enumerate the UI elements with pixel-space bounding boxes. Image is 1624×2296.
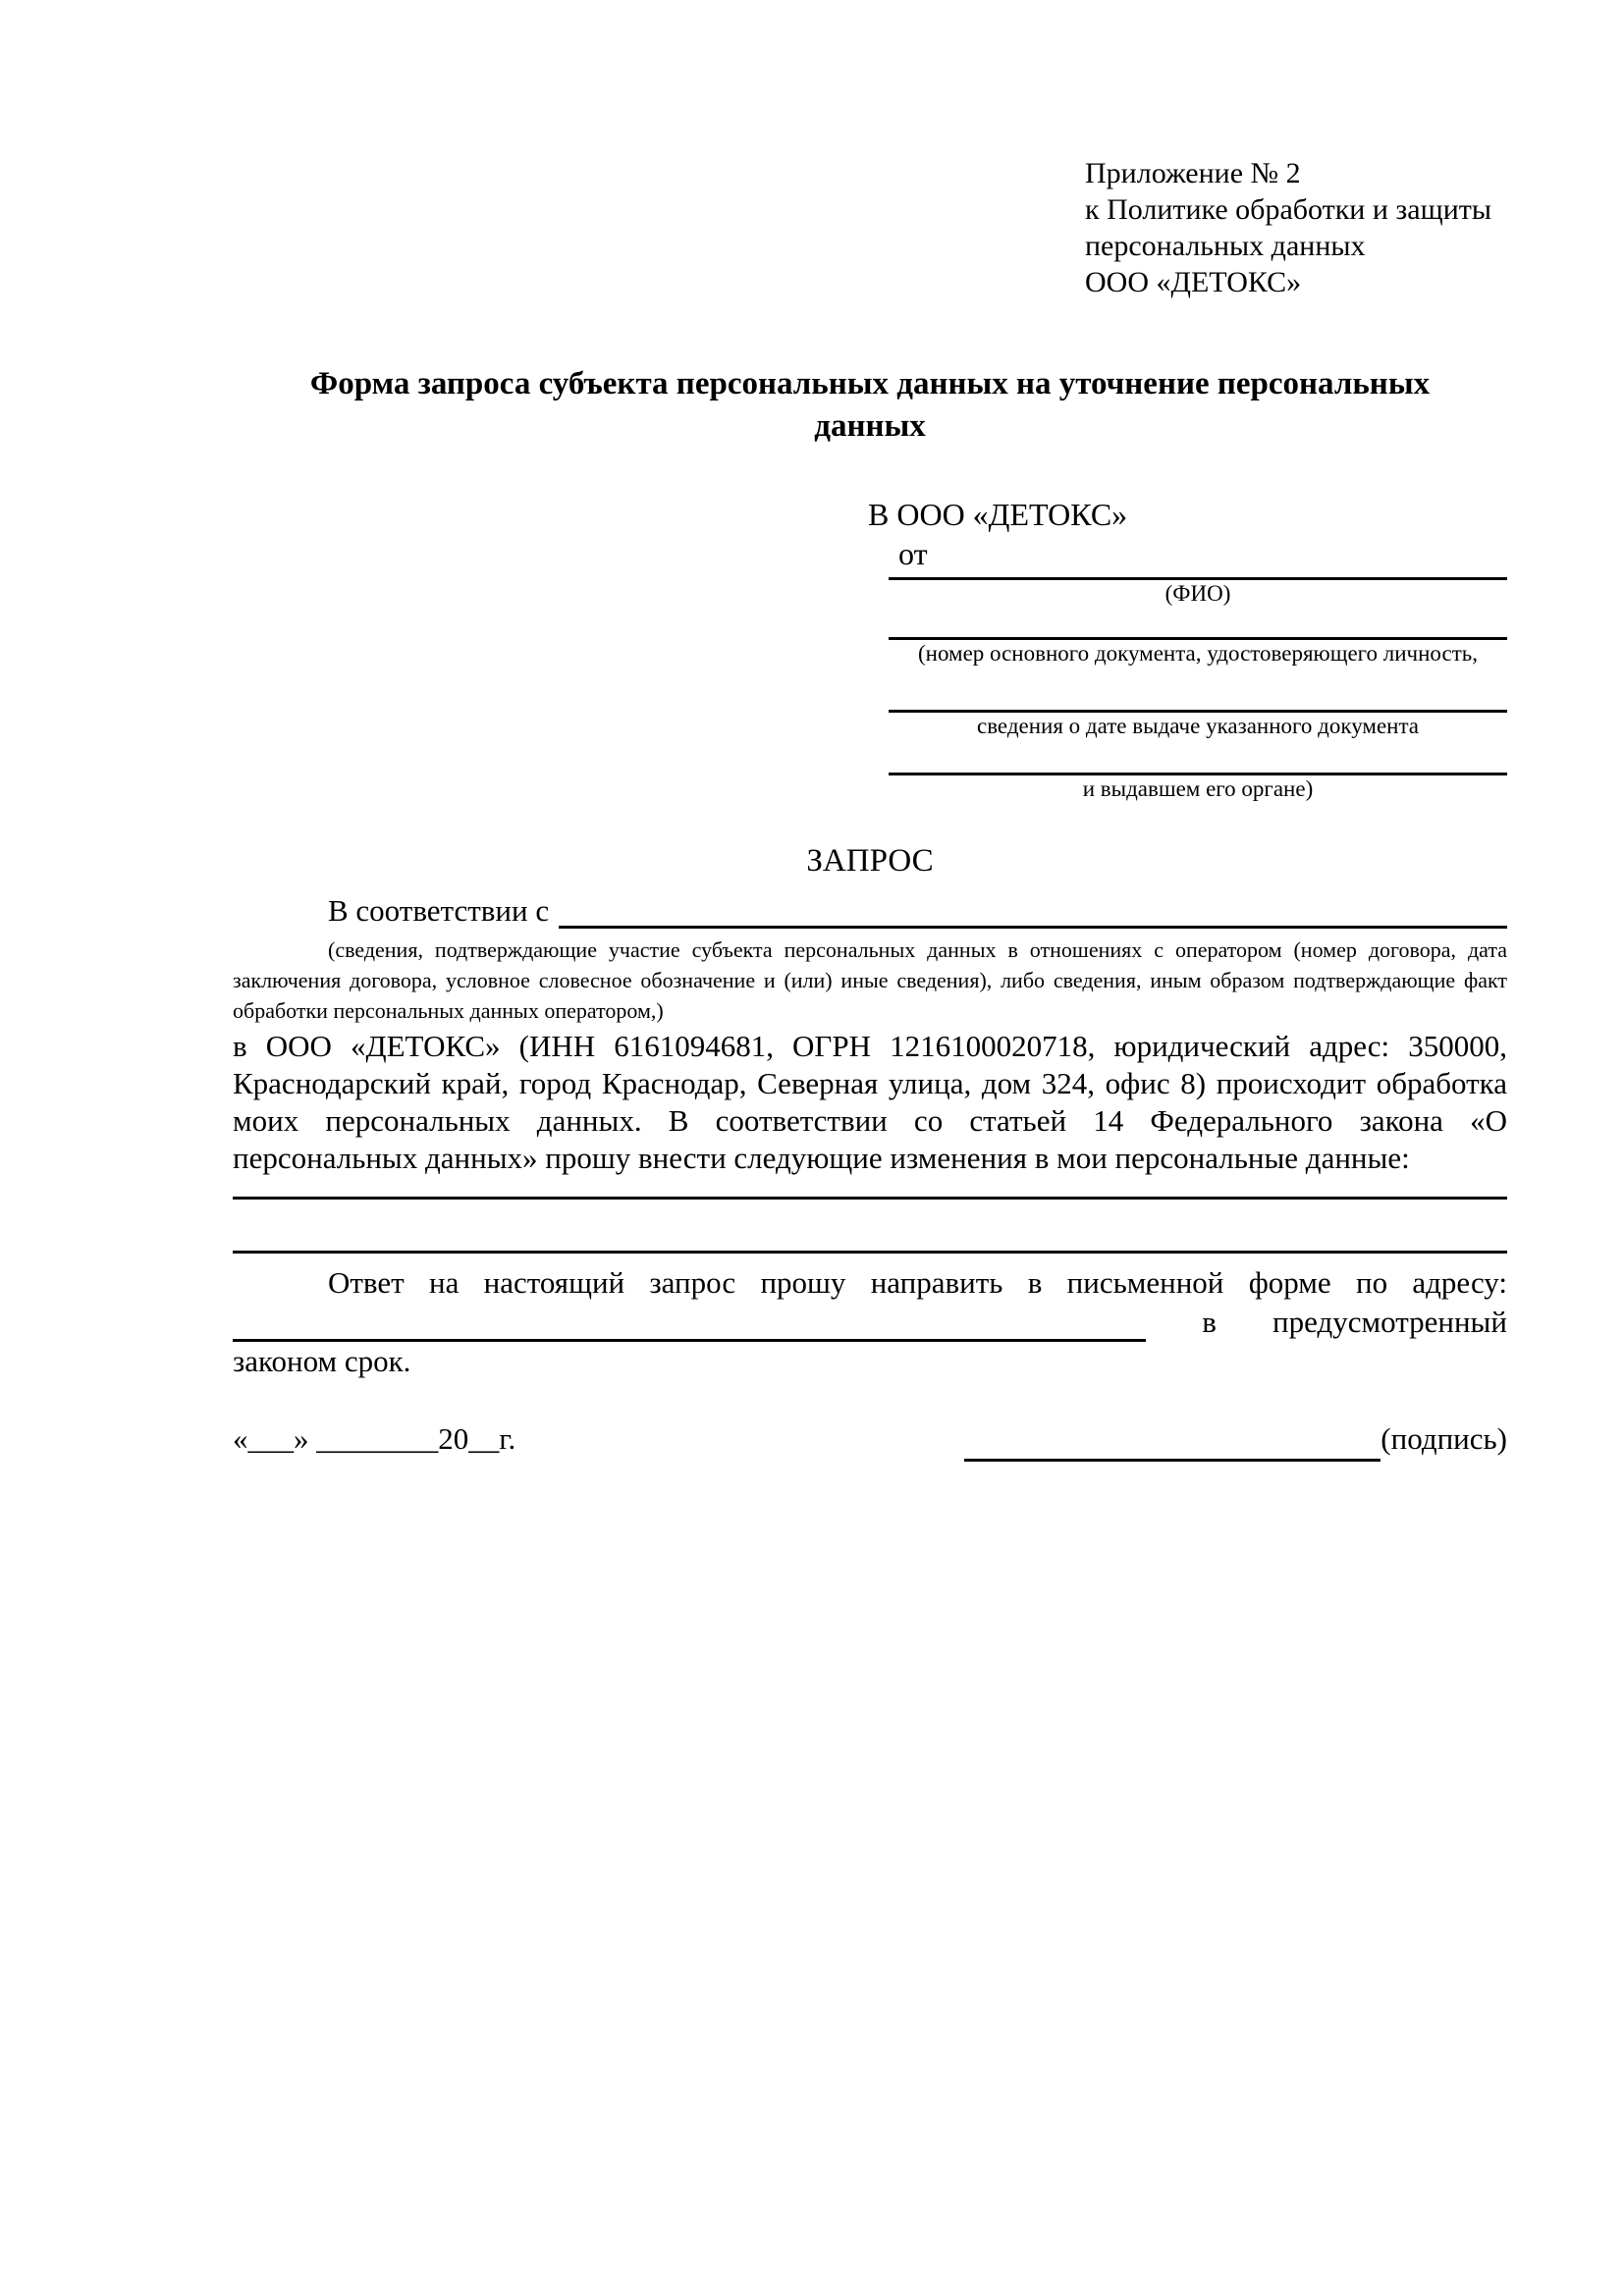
fio-caption: (ФИО) (1164, 581, 1231, 606)
basis-prefix: В соответствии с (328, 893, 550, 928)
id-number-fill-line (889, 608, 1507, 640)
request-body: в ООО «ДЕТОКС» (ИНН 6161094681, ОГРН 1216100020718, юридический адрес: 350000, Краснодарский край, город Краснодар, Северная улица, дом 324, офис 8) происходит обработка моих персональных данных. В соответствии со статьей 14 Федерального закона «О персональных данных» прошу внести следующие изменения в мои персональные данные: (233, 1029, 1507, 1175)
reply-address-row (233, 1303, 1507, 1342)
signature-caption: (подпись) (1380, 1421, 1507, 1456)
issuing-authority-field (889, 740, 1507, 803)
signature-fill-line (964, 1421, 1380, 1462)
basis-row (233, 885, 1507, 929)
signature-group (964, 1416, 1507, 1462)
fio-fill-line (889, 573, 1507, 580)
reply-tail: законом срок. (233, 1344, 411, 1378)
date-blank: «___» ________20__г. (233, 1421, 516, 1456)
addressee-block (868, 495, 1507, 803)
issue-date-caption: сведения о дате выдаче указанного документа (976, 714, 1420, 738)
appendix-line-1: Приложение № 2 (1085, 157, 1301, 189)
fio-field (889, 573, 1507, 608)
issuing-authority-caption: и выдавшем его органе) (1082, 776, 1314, 801)
appendix-line-2: к Политике обработки и защиты (1085, 193, 1492, 226)
reply-suffix-word-2: предусмотренный (1272, 1305, 1507, 1339)
issuing-authority-fill-line (889, 740, 1507, 775)
appendix-line-3: персональных данных (1085, 230, 1366, 262)
basis-fill-line (559, 890, 1507, 929)
signoff-row (233, 1416, 1507, 1462)
reply-sentence: Ответ на настоящий запрос прошу направить в письменной форме по адресу: (328, 1265, 1507, 1300)
changes-fill-line-1 (233, 1177, 1507, 1200)
address-fill-line (233, 1306, 1146, 1342)
appendix-block (1085, 155, 1507, 300)
reply-suffix-word-1: в (1202, 1305, 1217, 1339)
issue-date-fill-line (889, 667, 1507, 713)
issue-date-field (889, 667, 1507, 740)
addressee-to: В ООО «ДЕТОКС» (868, 497, 1128, 532)
appendix-line-4: ООО «ДЕТОКС» (1085, 266, 1302, 298)
id-number-caption: (номер основного документа, удостоверяющего личность, (917, 641, 1478, 666)
addressee-from-label: от (898, 536, 928, 571)
id-number-field (889, 608, 1507, 667)
basis-footnote: (сведения, подтверждающие участие субъекта персональных данных в отношениях с оператором (номер договора, дата заключения договора, условное словесное обозначение и (или) иные сведения), либо сведения, иным образом подтверждающие факт обработки персональных данных оператором,) (233, 937, 1507, 1023)
document-title: Форма запроса субъекта персональных данных на уточнение персональных данных (309, 366, 1431, 444)
request-heading: ЗАПРОС (806, 843, 934, 879)
changes-fill-line-2 (233, 1200, 1507, 1254)
